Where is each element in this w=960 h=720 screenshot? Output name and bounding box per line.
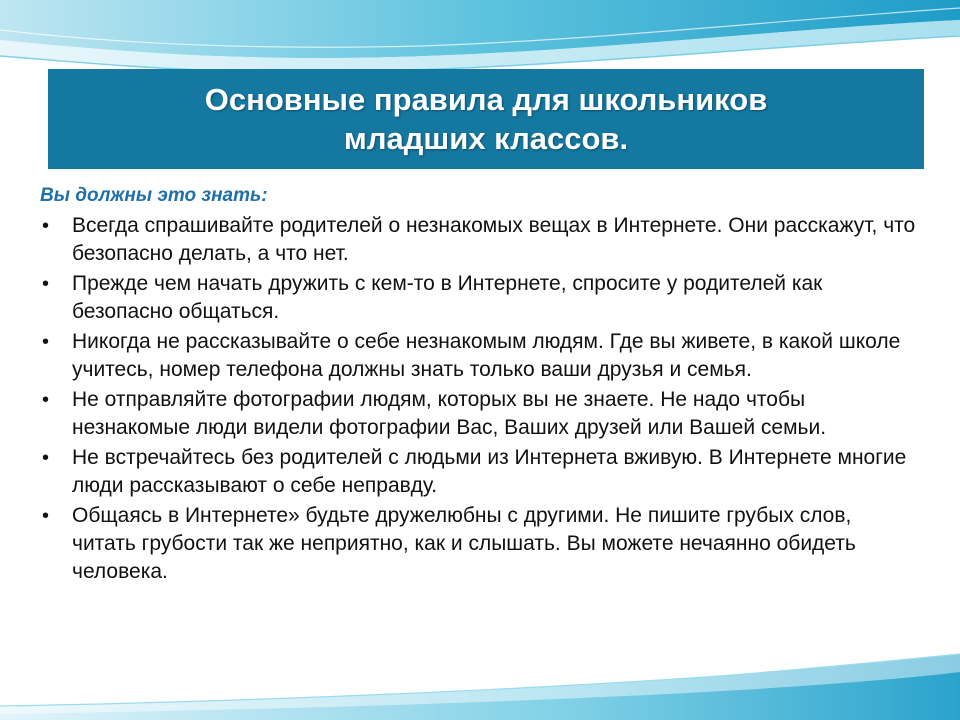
- bullet-icon: •: [42, 447, 50, 469]
- list-item: [40, 502, 920, 586]
- bullet-icon: •: [42, 215, 50, 237]
- bullet-icon: •: [42, 389, 50, 411]
- bullet-icon: •: [42, 331, 50, 353]
- list-item: [40, 212, 920, 268]
- rule-text: Общаясь в Интернете» будьте дружелюбны с другими. Не пишите грубых слов, читать грубости так же неприятно, как и слышать. Вы можете нечаянно обидеть человека.: [72, 504, 856, 583]
- bottom-wave-decoration: [0, 610, 960, 720]
- rule-text: Прежде чем начать дружить с кем-то в Интернете, спросите у родителей как безопасно общаться.: [72, 272, 823, 323]
- list-item: [40, 328, 920, 384]
- list-item: [40, 444, 920, 500]
- list-item: [40, 270, 920, 326]
- bullet-icon: •: [42, 273, 50, 295]
- rule-text: Никогда не рассказывайте о себе незнакомым людям. Где вы живете, в какой школе учитесь, номер телефона должны знать только ваши друзья и семья.: [72, 330, 901, 381]
- slide-content: [40, 184, 920, 588]
- rules-list: [40, 212, 920, 586]
- rule-text: Не встречайтесь без родителей с людьми из Интернета вживую. В Интернете многие люди рассказывают о себе неправду.: [72, 446, 907, 497]
- title-banner: [48, 69, 924, 169]
- list-item: [40, 386, 920, 442]
- subtitle: Вы должны это знать:: [40, 185, 268, 206]
- bullet-icon: •: [42, 505, 50, 527]
- rule-text: Всегда спрашивайте родителей о незнакомых вещах в Интернете. Они расскажут, что безопасно делать, а что нет.: [72, 214, 916, 265]
- slide-title: Основные правила для школьников младших классов.: [204, 82, 768, 156]
- rule-text: Не отправляйте фотографии людям, которых вы не знаете. Не надо чтобы незнакомые люди видели фотографии Вас, Ваших друзей или Вашей семьи.: [72, 388, 827, 439]
